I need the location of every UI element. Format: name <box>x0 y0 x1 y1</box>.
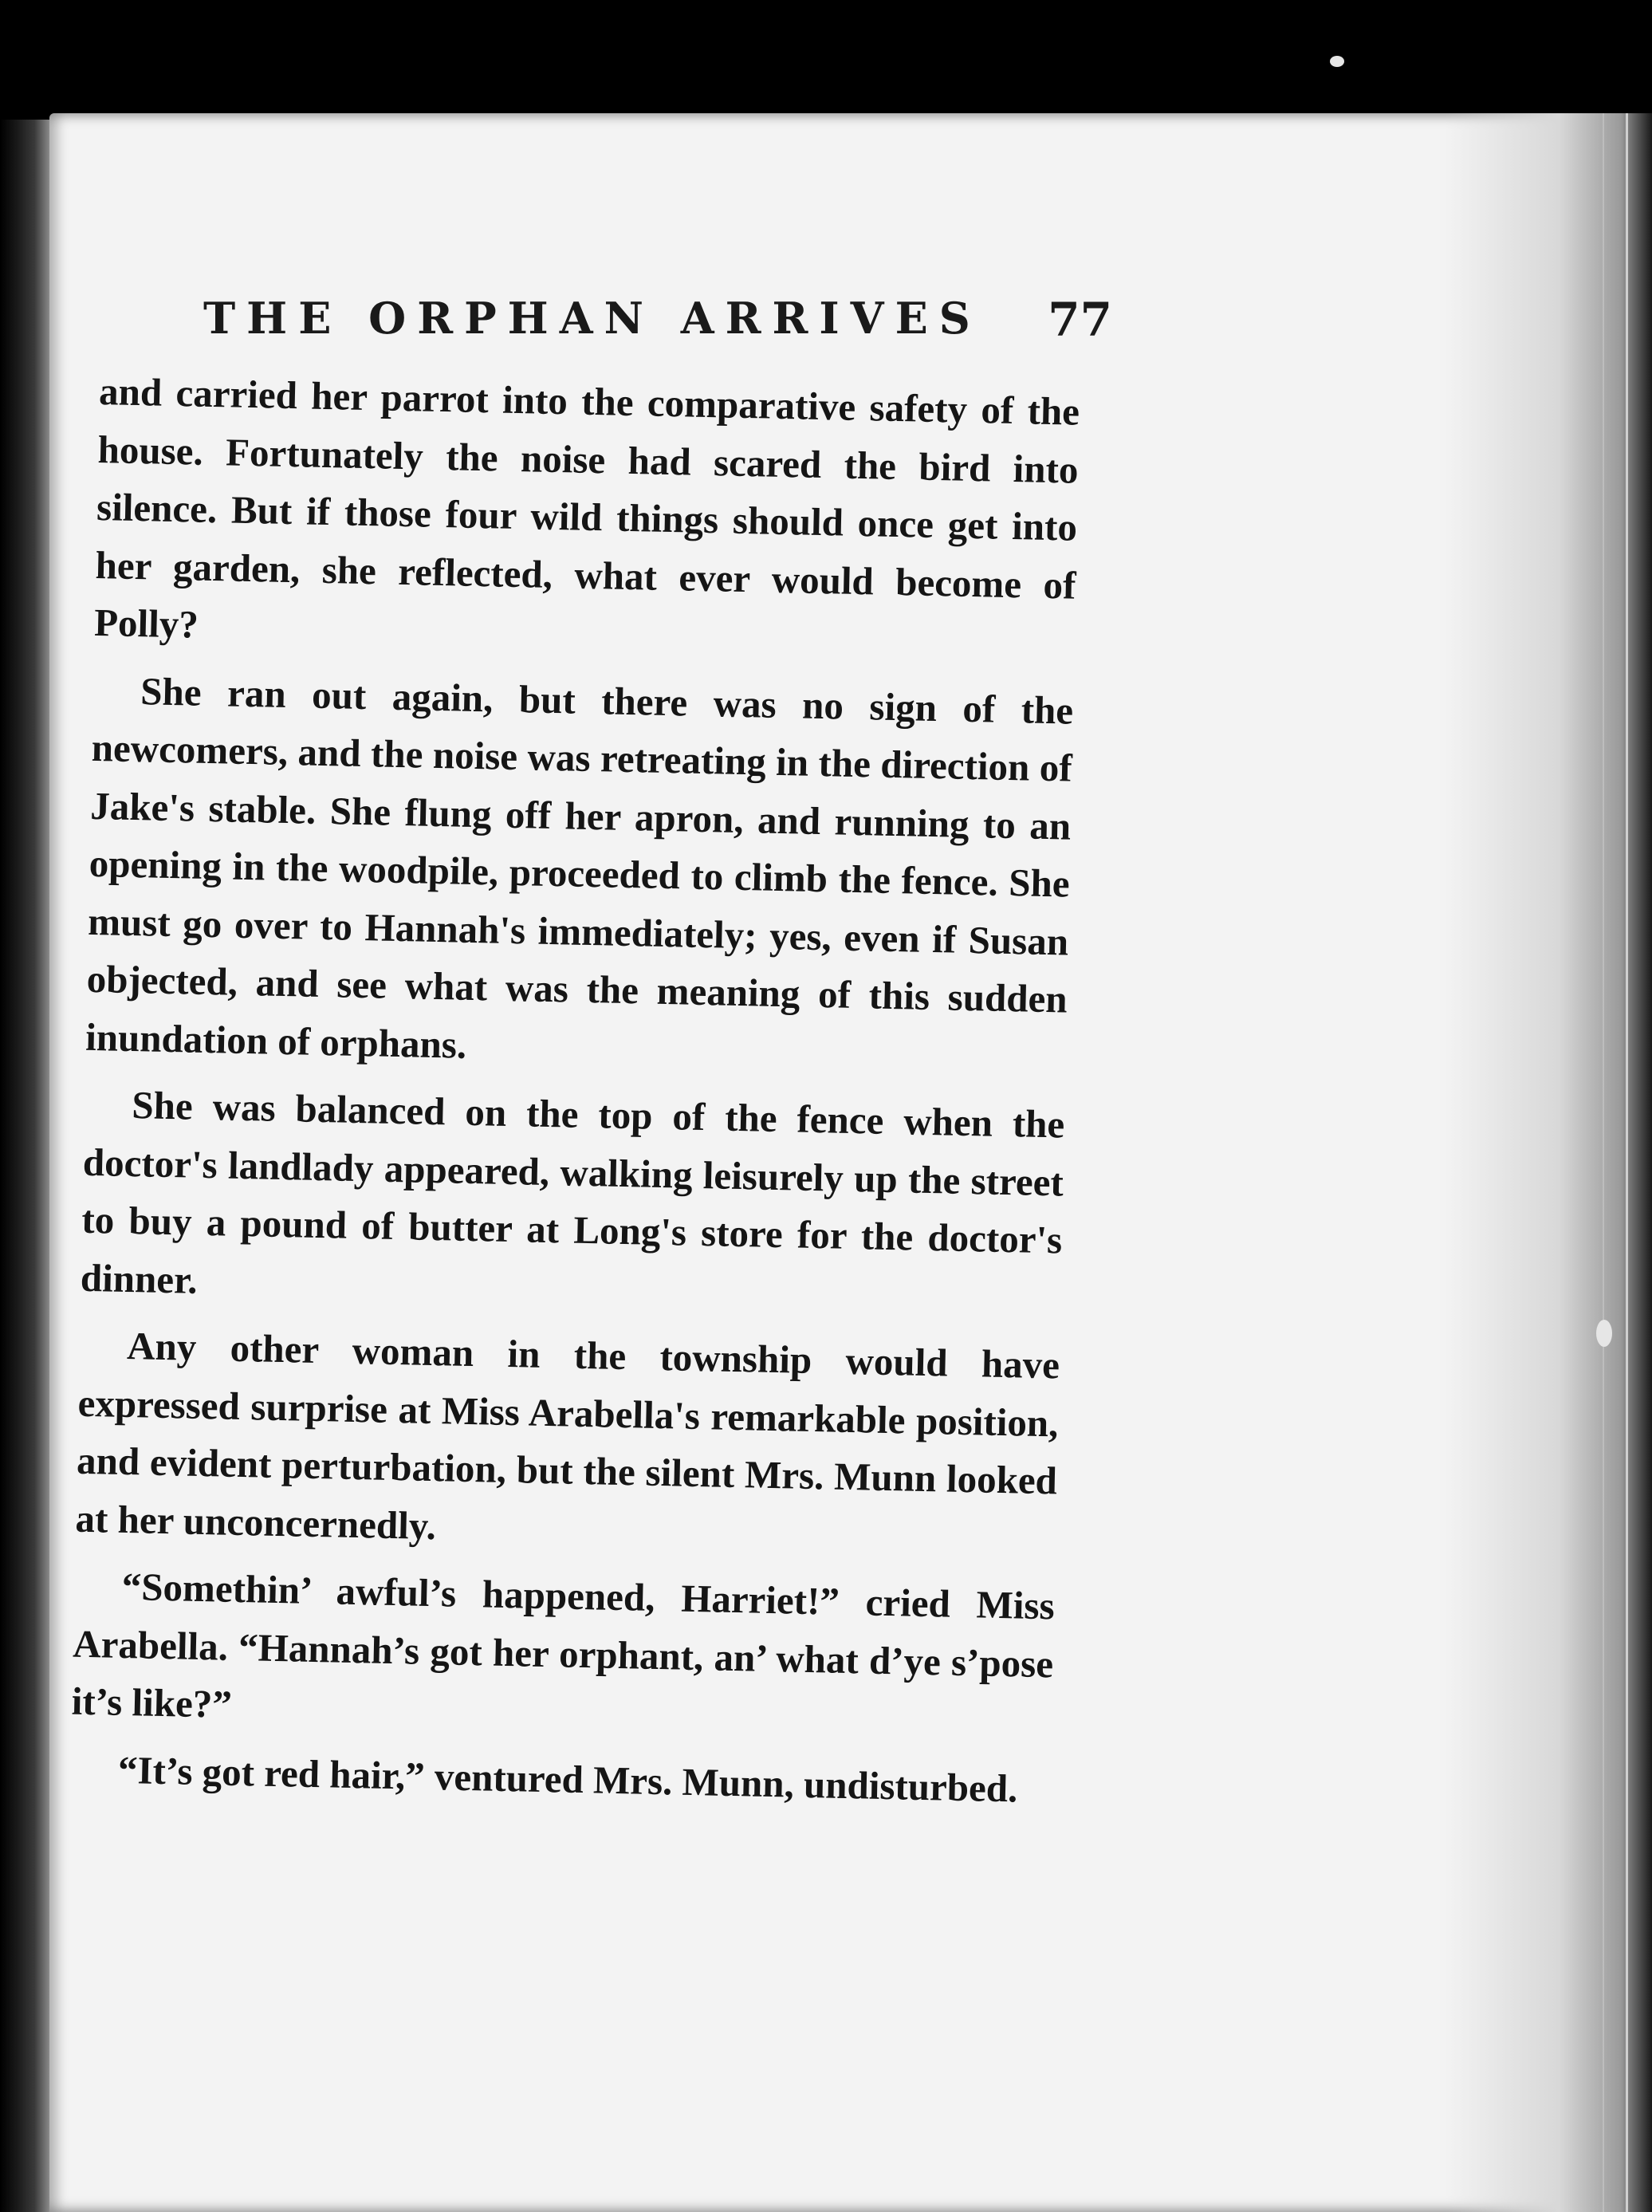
body-text <box>69 363 1080 1818</box>
paragraph: She was balanced on the top of the fence when the doctor's landlady appeared, walking leisurely up the street to buy a pound of butter at Long's store for the doctor's dinner. <box>80 1083 1065 1302</box>
running-head <box>203 283 1112 355</box>
dust-speck <box>1596 1320 1612 1347</box>
paragraph: “Somethin’ awful’s happened, Harriet!” cried Miss Arabella. “Hannah’s got her orphant, an’ what d’ye s’pose it’s like?” <box>71 1564 1056 1726</box>
paragraph: and carried her parrot into the comparative safety of the house. Fortunately the noise had scared the bird into silence. But if those four wild things should once get into her garden, she reflected, what ever would become of Polly? <box>93 368 1080 647</box>
paragraph: She ran out again, but there was no sign of the newcomers, and the noise was retreating in the direction of Jake's stable. She flung off her apron, and running to an opening in the woodpile, proceeded to climb the fence. She must go over to Hannah's immediately; yes, even if Susan objected, and see what was the meaning of this sudden inundation of orphans. <box>85 668 1074 1067</box>
paragraph: Any other woman in the township would have expressed surprise at Miss Arabella's remarkable position, and evident perturbation, but the silent Mrs. Munn looked at her unconcernedly. <box>75 1323 1060 1548</box>
paragraph: “It’s got red hair,” ventured Mrs. Munn, undisturbed. <box>117 1747 1018 1810</box>
running-title: THE ORPHAN ARRIVES <box>203 293 981 344</box>
dust-speck <box>1330 56 1344 67</box>
page-number: 77 <box>1048 293 1112 347</box>
book-spine-shadow <box>0 120 49 2212</box>
